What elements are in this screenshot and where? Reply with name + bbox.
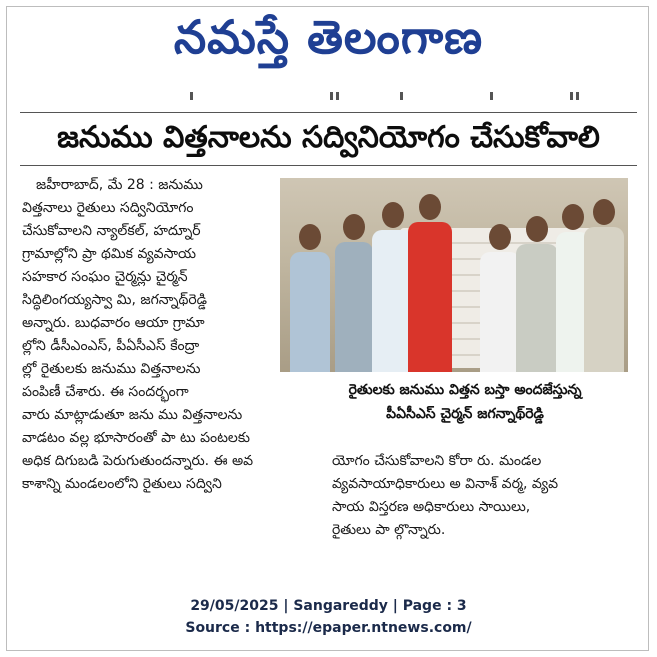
photo-person xyxy=(516,216,558,372)
article-line: వారు మాట్లాడుతూ జను ము విత్తనాలను xyxy=(22,407,243,423)
article-line: సహకార సంఘం చైర్మన్లు చైర్మన్ xyxy=(22,269,188,285)
article-line: యోగం చేసుకోవాలని కోరా రు. మండల xyxy=(332,453,542,469)
article-line: జహీరాబాద్, మే 28 : జనుము xyxy=(36,177,203,193)
photo-person xyxy=(480,224,520,372)
article-right-column xyxy=(332,450,632,542)
article-line: ల్లో రైతులకు జనుము విత్తనాలను xyxy=(22,361,201,377)
article-line: ల్లోని డీసీఎంఎస్, పీఏసీఎస్ కేంద్రా xyxy=(22,338,200,354)
headline-rule xyxy=(20,165,637,166)
photo-person xyxy=(584,199,624,372)
article-line: రైతులు పా ల్గొన్నారు. xyxy=(332,522,446,538)
footer-date-edition: 29/05/2025 | Sangareddy | Page : 3 xyxy=(190,598,467,614)
article-line: గ్రామాల్లోని ప్రా థమిక వ్యవసాయ xyxy=(22,246,197,262)
news-photo xyxy=(280,178,628,372)
photo-person xyxy=(408,194,452,372)
article-line: చేసుకోవాలని న్యాల్‌కల్, హద్నూర్ xyxy=(22,223,201,239)
article-line: సాయ విస్తరణ అధికారులు సాయిలు, xyxy=(332,499,531,515)
article-line: కాశాన్ని మండలంలోని రైతులు సద్విని xyxy=(22,476,222,492)
article-line: సిద్ధిలింగయ్యస్వా మి, జగన్నాథ్‌రెడ్డి xyxy=(22,292,208,308)
article-line: పంపిణీ చేశారు. ఈ సందర్భంగా xyxy=(22,384,189,400)
article-line: విత్తనాలు రైతులు సద్వినియోగం xyxy=(22,200,194,216)
photo-person xyxy=(335,214,373,372)
caption-line: పీఏసీఎస్ చైర్మన్ జగన్నాథ్‌రెడ్డి xyxy=(386,406,544,422)
article-headline: జనుము విత్తనాలను సద్వినియోగం చేసుకోవాలి xyxy=(57,120,600,155)
caption-line: రైతులకు జనుము విత్తన బస్తా అందజేస్తున్న xyxy=(348,382,582,398)
article-line: అధిక దిగుబడి పెరుగుతుందన్నారు. ఈ అవ xyxy=(22,453,254,469)
photo-person xyxy=(290,224,330,372)
article-line: అన్నారు. బుధవారం ఆయా గ్రామా xyxy=(22,315,205,331)
masthead-rule xyxy=(20,112,637,113)
article-line: వాడటం వల్ల భూసారంతో పా టు పంటలకు xyxy=(22,430,251,446)
article-line: వ్యవసాయాధికారులు అ వినాశ్ వర్మ, వ్యవ xyxy=(332,476,559,492)
footer-source-url: Source : https://epaper.ntnews.com/ xyxy=(185,620,472,636)
photo-caption xyxy=(300,378,630,426)
article-left-column xyxy=(22,174,280,496)
newspaper-masthead: నమస్తే తెలంగాణ xyxy=(173,10,484,64)
masthead-dots-decoration xyxy=(190,92,610,100)
